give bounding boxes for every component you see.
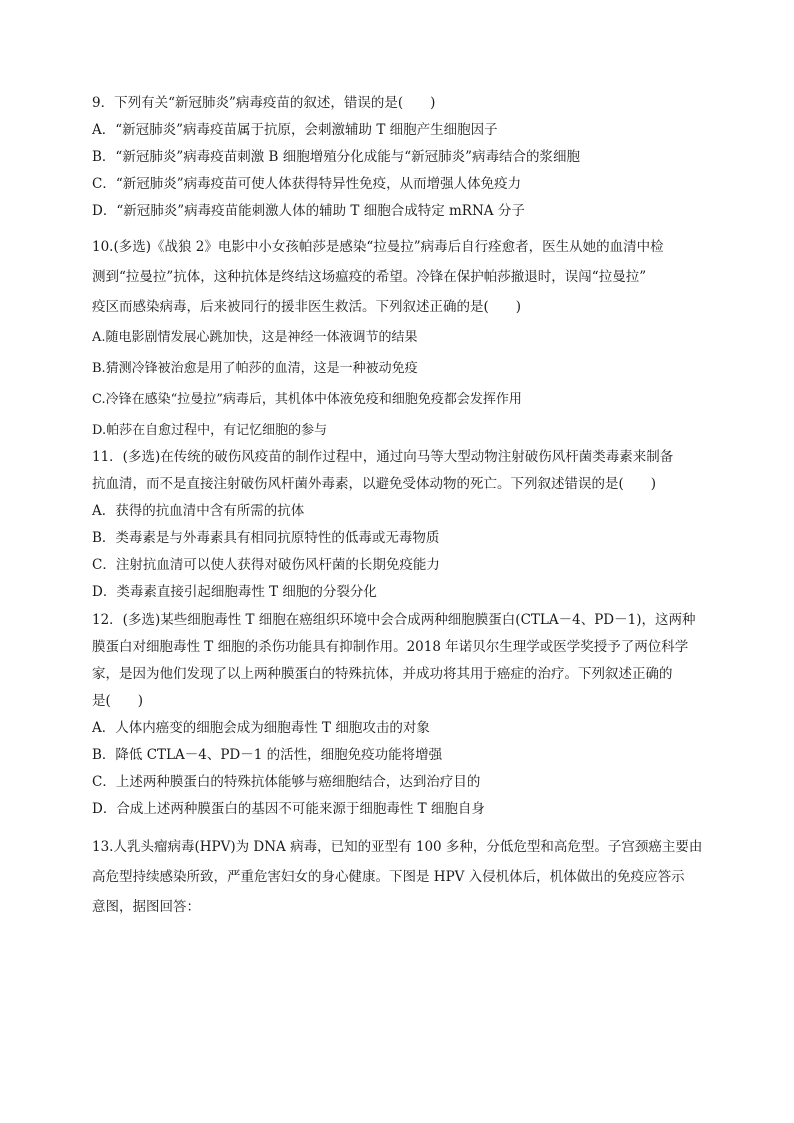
question-11-option-a: A．获得的抗血清中含有所需的抗体	[92, 503, 305, 519]
question-11-option-d: D．类毒素直接引起细胞毒性 T 细胞的分裂分化	[92, 584, 377, 600]
question-12-option-d: D．合成上述两种膜蛋白的基因不可能来源于细胞毒性 T 细胞自身	[92, 801, 485, 817]
question-11-option-b: B．类毒素是与外毒素具有相同抗原特性的低毒或无毒物质	[92, 530, 440, 546]
question-9	[92, 90, 722, 225]
question-12-stem-line-2: 膜蛋白对细胞毒性 T 细胞的杀伤功能具有抑制作用。2018 年诺贝尔生理学或医学奖授予了两位科学	[92, 639, 689, 655]
question-9-option-a: A．“新冠肺炎”病毒疫苗属于抗原，会刺激辅助 T 细胞产生细胞因子	[92, 122, 498, 138]
question-13-stem-line-1: 13.人乳头瘤病毒(HPV)为 DNA 病毒，已知的亚型有 100 多种，分低危型和高危型。子宫颈癌主要由	[92, 839, 703, 855]
question-10-stem-line-2: 测到“拉曼拉”抗体，这种抗体是终结这场瘟疫的希望。冷锋在保护帕莎撤退时，误闯“拉曼拉”	[92, 269, 647, 285]
question-13	[92, 832, 722, 922]
question-13-stem-line-2: 高危型持续感染所致，严重危害妇女的身心健康。下图是 HPV 入侵机体后，机体做出的免疫应答示	[92, 869, 685, 885]
question-10-option-b: B.猜测冷锋被治愈是用了帕莎的血清，这是一种被动免疫	[92, 361, 418, 376]
question-11-option-c: C．注射抗血清可以使人获得对破伤风杆菌的长期免疫能力	[92, 557, 440, 573]
question-12-stem-line-3: 家，是因为他们发现了以上两种膜蛋白的特殊抗体，并成功将其用于癌症的治疗。下列叙述正确的	[92, 666, 673, 682]
question-12	[92, 607, 722, 823]
question-12-stem-line-1: 12．(多选)某些细胞毒性 T 细胞在癌组织环境中会合成两种细胞膜蛋白(CTLA－4、PD－1)，这两种	[92, 612, 696, 628]
question-11	[92, 444, 722, 606]
question-12-option-a: A．人体内癌变的细胞会成为细胞毒性 T 细胞攻击的对象	[92, 720, 430, 736]
question-10-stem-line-3: 疫区而感染病毒，后来被同行的援非医生救活。下列叙述正确的是( )	[92, 299, 522, 315]
question-9-option-d: D．“新冠肺炎”病毒疫苗能刺激人体的辅助 T 细胞合成特定 mRNA 分子	[92, 203, 525, 219]
question-12-option-c: C．上述两种膜蛋白的特殊抗体能够与癌细胞结合，达到治疗目的	[92, 774, 481, 790]
question-10-option-a: A.随电影剧情发展心跳加快，这是神经一体液调节的结果	[92, 330, 418, 345]
question-12-option-b: B．降低 CTLA－4、PD－1 的活性，细胞免疫功能将增强	[92, 747, 443, 763]
question-9-option-c: C．“新冠肺炎”病毒疫苗可使人体获得特异性免疫，从而增强人体免疫力	[92, 176, 522, 192]
question-10	[92, 232, 722, 446]
question-9-option-b: B．“新冠肺炎”病毒疫苗刺激 B 细胞增殖分化成能与“新冠肺炎”病毒结合的浆细胞	[92, 149, 581, 165]
question-9-stem: 9．下列有关“新冠肺炎”病毒疫苗的叙述，错误的是( )	[92, 95, 436, 111]
question-10-stem-line-1: 10.(多选)《战狼 2》电影中小女孩帕莎是感染“拉曼拉”病毒后自行痊愈者，医生从她的血清中检	[92, 239, 664, 255]
question-12-stem-line-4: 是( )	[92, 693, 144, 709]
question-10-option-d: D.帕莎在自愈过程中，有记忆细胞的参与	[92, 423, 328, 438]
question-10-option-c: C.冷锋在感染“拉曼拉”病毒后，其机体中体液免疫和细胞免疫都会发挥作用	[92, 392, 522, 407]
question-11-stem-line-1: 11．(多选)在传统的破伤风疫苗的制作过程中，通过向马等大型动物注射破伤风杆菌类毒素来制备	[92, 449, 674, 465]
question-11-stem-line-2: 抗血清，而不是直接注射破伤风杆菌外毒素，以避免受体动物的死亡。下列叙述错误的是( )	[92, 476, 657, 492]
question-13-stem-line-3: 意图，据图回答：	[92, 899, 200, 915]
